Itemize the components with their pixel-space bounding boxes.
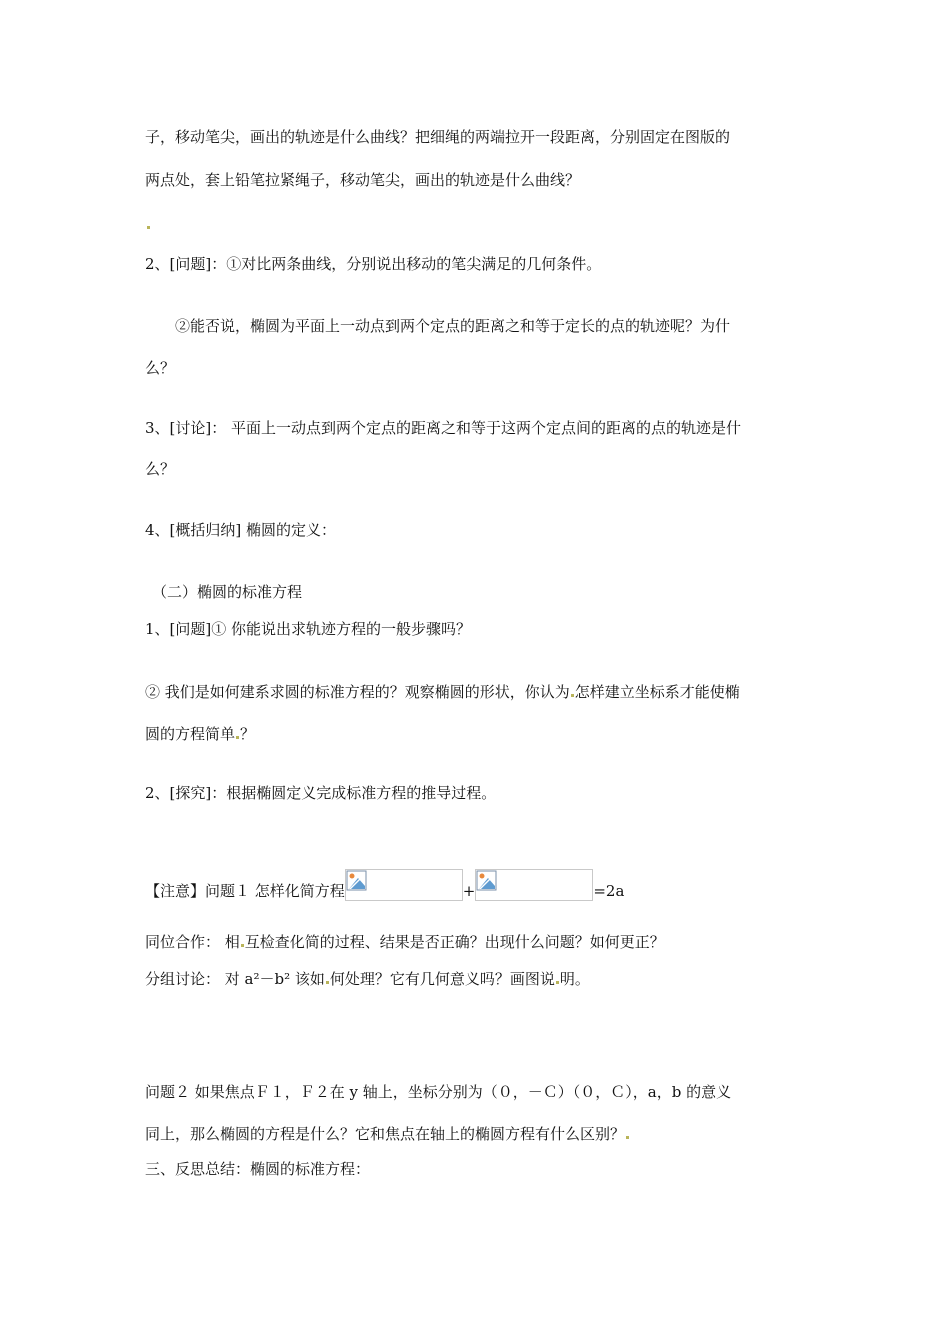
text-line: 4、[概括归纳] 椭圆的定义： [145,521,337,539]
text-line [145,932,665,952]
text-segment: 明。 [559,970,590,988]
text-line: 子，移动笔尖，画出的轨迹是什么曲线？把细绳的两端拉开一段距离，分别固定在图版的 [145,128,731,146]
text-line [145,724,255,744]
text-line: ②能否说，椭圆为平面上一动点到两个定点的距离之和等于定长的点的轨迹呢？为什 [175,317,731,335]
text-line: 3、[讨论]： 平面上一动点到两个定点的距离之和等于这两个定点间的距离的点的轨迹是什 [145,419,742,437]
text-line: 2、[问题]：①对比两条曲线，分别说出移动的笔尖满足的几何条件。 [145,255,602,273]
formula-image [345,869,463,901]
text-segment: 同位合作： 相 [145,933,240,951]
text-segment: ？ [240,725,256,743]
edit-marker [147,226,150,229]
edit-marker [326,981,329,984]
plus-sign: + [462,882,476,900]
text-line [145,682,740,702]
text-line: 问题２ 如果焦点Ｆ１，Ｆ２在 y 轴上，坐标分别为（０，－Ｃ）（０，Ｃ），a，b 的意义 [145,1083,732,1101]
note-text: 【注意】问题１ 怎样化简方程 [145,882,345,900]
text-line: 么？ [145,460,176,478]
broken-image-icon [346,870,368,892]
text-line: 2、[探究]：根据椭圆定义完成标准方程的推导过程。 [145,784,497,802]
text-line: 么？ [145,359,176,377]
text-line [145,969,590,989]
text-line [145,1124,630,1144]
text-segment: 何处理？它有几何意义吗？画图说 [329,970,555,988]
formula-image [475,869,593,901]
text-segment: 同上，那么椭圆的方程是什么？它和焦点在轴上的椭圆方程有什么区别？ [145,1125,626,1143]
edit-marker [626,1136,629,1139]
edit-marker [556,981,559,984]
text-segment: 圆的方程简单 [145,725,236,743]
note-text: =2a [593,882,625,900]
text-segment: ② 我们是如何建系求圆的标准方程的？观察椭圆的形状，你认为 [145,683,570,701]
section-heading: （二）椭圆的标准方程 [152,583,303,601]
edit-marker [236,736,239,739]
edit-marker [571,694,574,697]
text-line: 1、[问题]① 你能说出求轨迹方程的一般步骤吗？ [145,620,472,638]
note-line [145,867,624,903]
edit-marker [241,944,244,947]
text-line: 两点处，套上铅笔拉紧绳子，移动笔尖，画出的轨迹是什么曲线？ [145,171,581,189]
text-segment: 怎样建立坐标系才能使椭 [574,683,740,701]
broken-image-icon [476,870,498,892]
text-segment: 互检查化简的过程、结果是否正确？出现什么问题？如何更正？ [244,933,665,951]
text-segment: 分组讨论： 对 a²－b² 该如 [145,970,325,988]
section-heading: 三、反思总结：椭圆的标准方程： [145,1160,371,1178]
